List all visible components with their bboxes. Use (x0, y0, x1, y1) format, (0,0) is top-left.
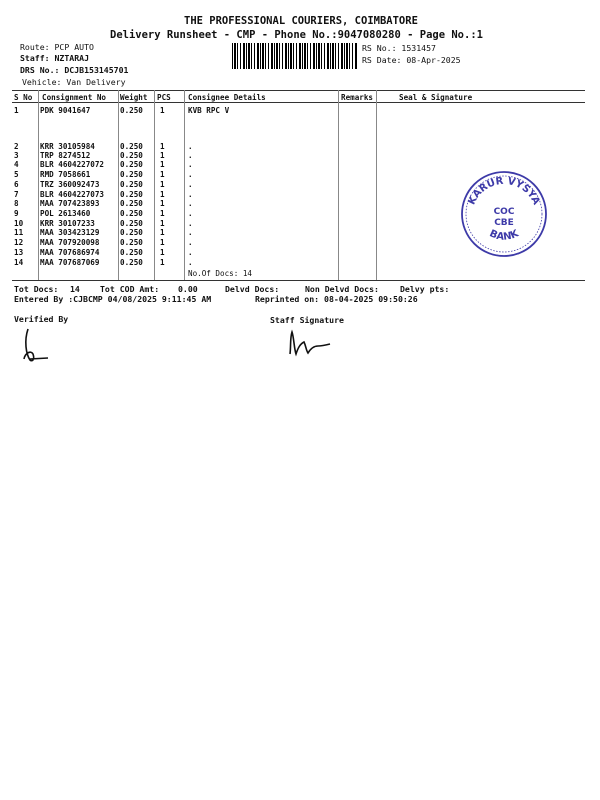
col-seal-signature: Seal & Signature (399, 93, 473, 102)
cell-pcs: 1 (160, 142, 165, 151)
cell-pcs: 1 (160, 160, 165, 169)
cell-sno: 5 (14, 170, 19, 179)
drs-number: DRS No.: DCJB153145701 (20, 65, 129, 75)
cell-sno: 14 (14, 258, 24, 267)
cell-consignee: KVB RPC V (188, 106, 230, 115)
cell-sno: 10 (14, 219, 24, 228)
cell-consignment: KRR 30107233 (40, 219, 95, 228)
col-weight: Weight (120, 93, 148, 102)
cell-consignment: BLR 4604227073 (40, 190, 105, 199)
cell-weight: 0.250 (120, 170, 143, 179)
cell-consignment: BLR 4604227072 (40, 160, 105, 169)
col-pcs: PCS (157, 93, 171, 102)
col-remarks: Remarks (341, 93, 374, 102)
col-consignment: Consignment No (42, 93, 107, 102)
entered-by: Entered By :CJBCMP 04/08/2025 9:11:45 AM (14, 294, 212, 304)
cell-weight: 0.250 (120, 248, 143, 257)
cell-sno: 7 (14, 190, 19, 199)
cell-consignment: MAA 303423129 (40, 228, 100, 237)
tot-docs-value: 14 (70, 284, 80, 294)
cell-consignee: . (188, 248, 193, 257)
verified-by-signature (16, 326, 56, 366)
cell-pcs: 1 (160, 199, 165, 208)
rs-date: RS Date: 08-Apr-2025 (362, 55, 461, 65)
cell-pcs: 1 (160, 190, 165, 199)
svg-text:BANK (488, 228, 522, 243)
cell-consignee: . (188, 209, 193, 218)
cell-weight: 0.250 (120, 209, 143, 218)
cell-consignee: . (188, 170, 193, 179)
cell-consignment: MAA 707686974 (40, 248, 100, 257)
tot-cod-value: 0.00 (178, 284, 198, 294)
cell-consignee: . (188, 142, 193, 151)
cell-consignee: . (188, 151, 193, 160)
cell-sno: 12 (14, 238, 24, 247)
barcode (232, 43, 357, 69)
cell-consignee: . (188, 190, 193, 199)
cell-weight: 0.250 (120, 219, 143, 228)
non-delvd-docs-label: Non Delvd Docs: (305, 284, 379, 294)
cell-sno: 3 (14, 151, 19, 160)
rs-number: RS No.: 1531457 (362, 43, 436, 53)
cell-consignee: . (188, 199, 193, 208)
cell-consignment: POL 2613460 (40, 209, 91, 218)
cell-consignment: MAA 707687069 (40, 258, 100, 267)
table-header-rule (12, 102, 585, 103)
stamp-top-text: KARUR VYSYA (466, 175, 542, 207)
cell-consignment: KRR 30105984 (40, 142, 95, 151)
reprinted-on: Reprinted on: 08-04-2025 09:50:26 (255, 294, 418, 304)
cell-sno: 1 (14, 106, 19, 115)
stamp-center-line2: CBE (494, 218, 514, 228)
col-sno: S No (14, 93, 33, 102)
cell-consignee: . (188, 219, 193, 228)
col-divider (118, 90, 119, 280)
cell-weight: 0.250 (120, 199, 143, 208)
cell-consignee: . (188, 160, 193, 169)
cell-weight: 0.250 (120, 228, 143, 237)
stamp-bottom-text: BANK (487, 228, 521, 243)
cell-sno: 4 (14, 160, 19, 169)
col-divider (38, 90, 39, 280)
delvy-pts-label: Delvy pts: (400, 284, 450, 294)
no-of-docs: No.Of Docs: 14 (188, 269, 253, 278)
cell-pcs: 1 (160, 180, 165, 189)
cell-pcs: 1 (160, 228, 165, 237)
cell-sno: 8 (14, 199, 19, 208)
col-consignee: Consignee Details (188, 93, 266, 102)
table-bottom-rule (12, 280, 585, 281)
cell-weight: 0.250 (120, 142, 143, 151)
cell-pcs: 1 (160, 248, 165, 257)
cell-weight: 0.250 (120, 151, 143, 160)
cell-pcs: 1 (160, 258, 165, 267)
cell-sno: 13 (14, 248, 24, 257)
col-divider (184, 90, 185, 280)
cell-sno: 9 (14, 209, 19, 218)
cell-weight: 0.250 (120, 160, 143, 169)
col-divider (338, 90, 339, 280)
cell-sno: 2 (14, 142, 19, 151)
cell-pcs: 1 (160, 151, 165, 160)
cell-consignment: MAA 707920098 (40, 238, 100, 247)
cell-consignment: PDK 9041647 (40, 106, 91, 115)
cell-weight: 0.250 (120, 190, 143, 199)
cell-consignee: . (188, 180, 193, 189)
table-top-rule (12, 90, 585, 91)
cell-pcs: 1 (160, 170, 165, 179)
col-divider (376, 90, 377, 280)
route-label: Route: PCP AUTO (20, 42, 94, 52)
staff-signature (284, 326, 334, 362)
stamp-center-line1: COC (493, 207, 515, 217)
cell-pcs: 1 (160, 238, 165, 247)
cell-sno: 6 (14, 180, 19, 189)
cell-pcs: 1 (160, 106, 165, 115)
verified-by-label: Verified By (14, 314, 69, 324)
cell-consignee: . (188, 258, 193, 267)
tot-docs-label: Tot Docs: (14, 284, 59, 294)
bank-seal-stamp (460, 170, 548, 258)
runsheet-title: Delivery Runsheet - CMP - Phone No.:9047080280 - Page No.:1 (110, 29, 483, 41)
cell-consignment: RMD 7058661 (40, 170, 91, 179)
cell-sno: 11 (14, 228, 24, 237)
staff-label: Staff: NZTARAJ (20, 53, 90, 63)
delvd-docs-label: Delvd Docs: (225, 284, 280, 294)
cell-consignee: . (188, 238, 193, 247)
cell-pcs: 1 (160, 219, 165, 228)
cell-weight: 0.250 (120, 258, 143, 267)
cell-consignment: TRP 8274512 (40, 151, 91, 160)
cell-weight: 0.250 (120, 238, 143, 247)
staff-signature-label: Staff Signature (270, 315, 344, 325)
cell-consignment: TRZ 360092473 (40, 180, 100, 189)
col-divider (154, 90, 155, 280)
tot-cod-label: Tot COD Amt: (100, 284, 160, 294)
cell-consignment: MAA 707423893 (40, 199, 100, 208)
cell-weight: 0.250 (120, 180, 143, 189)
cell-weight: 0.250 (120, 106, 143, 115)
company-title: THE PROFESSIONAL COURIERS, COIMBATORE (184, 15, 418, 27)
vehicle-label: Vehicle: Van Delivery (22, 77, 126, 87)
cell-pcs: 1 (160, 209, 165, 218)
cell-consignee: . (188, 228, 193, 237)
